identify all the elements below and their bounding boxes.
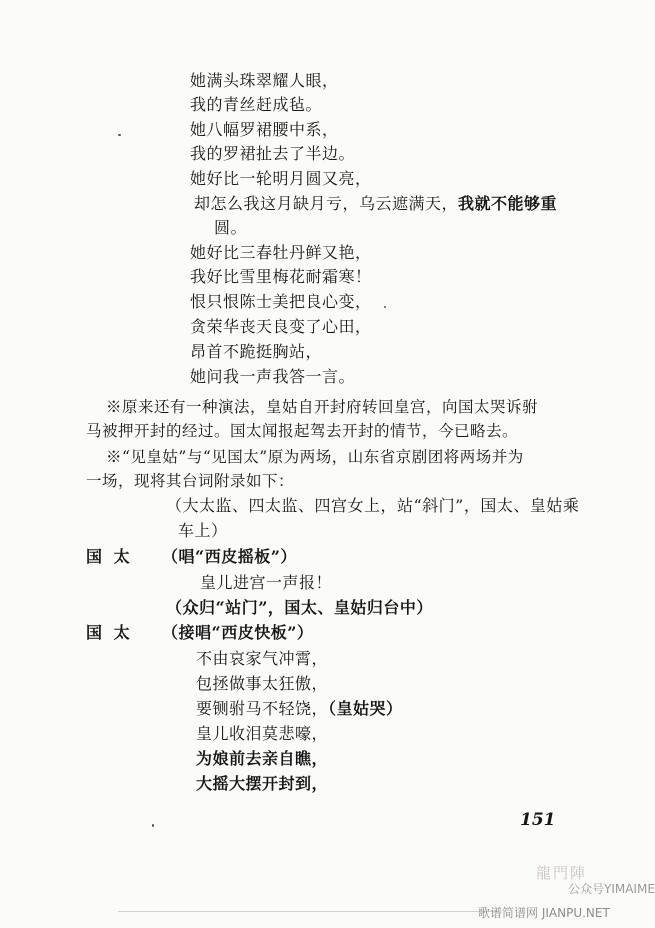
singing-direction: （唱“西皮摇板”） — [162, 547, 297, 566]
footnote-1-line-1: ※原来还有一种演法，皇姑自开封府转回皇宫，向国太哭诉驸 — [106, 398, 539, 416]
watermark-site: 歌谱简谱网 JIANPU.NET — [478, 906, 610, 920]
scan-speck — [152, 824, 154, 827]
verse-line: 贪荣华丧天良变了心田， — [190, 317, 372, 336]
lyric-line: 包拯做事太狂傲， — [196, 674, 329, 693]
lyric-line: 大摇大摆开封到， — [196, 774, 329, 793]
scan-speck — [118, 134, 121, 136]
verse-line: 她八幅罗裙腰中系， — [190, 120, 339, 139]
lyric-line: 不由哀家气冲霄， — [196, 649, 329, 668]
verse-line: 我好比雪里梅花耐霜寒！ — [190, 267, 372, 286]
watermark-logo: 龍門陣 — [536, 864, 588, 882]
footnote-1-line-2: 马被押开封的经过。国太闻报起驾去开封的情节，今已略去。 — [86, 422, 519, 440]
verse-line: 恨只恨陈士美把良心变， — [190, 292, 372, 311]
stage-direction-cont: 车上） — [178, 521, 228, 540]
scan-speck — [384, 306, 386, 308]
verse-line: 她满头珠翠耀人眼， — [190, 71, 339, 90]
verse-line: 我的罗裙扯去了半边。 — [190, 144, 356, 163]
footnote-2-line-2: 一场，现将其台词附录如下： — [86, 472, 295, 490]
watermark-account: 公众号YIMAIME — [568, 882, 655, 896]
verse-line: 我的青丝赶成毡。 — [190, 95, 323, 114]
scan-edge-noise — [118, 911, 498, 912]
lyric-line: 皇儿进宫一声报！ — [200, 573, 333, 592]
verse-long-bold: 我就不能够重 — [458, 194, 558, 213]
singing-direction: （接唱“西皮快板”） — [162, 623, 314, 642]
stage-direction: （大太监、四太监、四宫女上，站“斜门”，国太、皇姑乘 — [166, 496, 580, 515]
lyric-line: 皇儿收泪莫悲嚎， — [196, 724, 329, 743]
role-name: 国 太 — [86, 547, 133, 566]
role-name: 国 太 — [86, 623, 133, 642]
lyric-line: 为娘前去亲自瞧， — [196, 749, 329, 768]
verse-line: 昂首不跪挺胸站， — [190, 342, 323, 361]
page-number: 151 — [520, 810, 556, 830]
verse-line: 她问我一声我答一言。 — [190, 367, 356, 386]
lyric-text: 要铡驸马不轻饶， — [196, 699, 329, 718]
stage-direction: （众归“站门”，国太、皇姑归台中） — [166, 598, 433, 617]
lyric-line — [196, 698, 403, 720]
inline-stage-direction: （皇姑哭） — [328, 699, 403, 718]
verse-line: 她好比一轮明月圆又亮， — [190, 169, 372, 188]
verse-line: 她好比三春牡丹鲜又艳， — [190, 243, 372, 262]
footnote-2-line-1: ※“见皇姑”与“见国太”原为两场，山东省京剧团将两场并为 — [106, 448, 524, 466]
verse-line-continuation: 圆。 — [214, 218, 248, 237]
verse-long-normal: 却怎么我这月缺月亏，乌云遮满天， — [194, 194, 459, 213]
verse-line-long — [194, 193, 557, 215]
